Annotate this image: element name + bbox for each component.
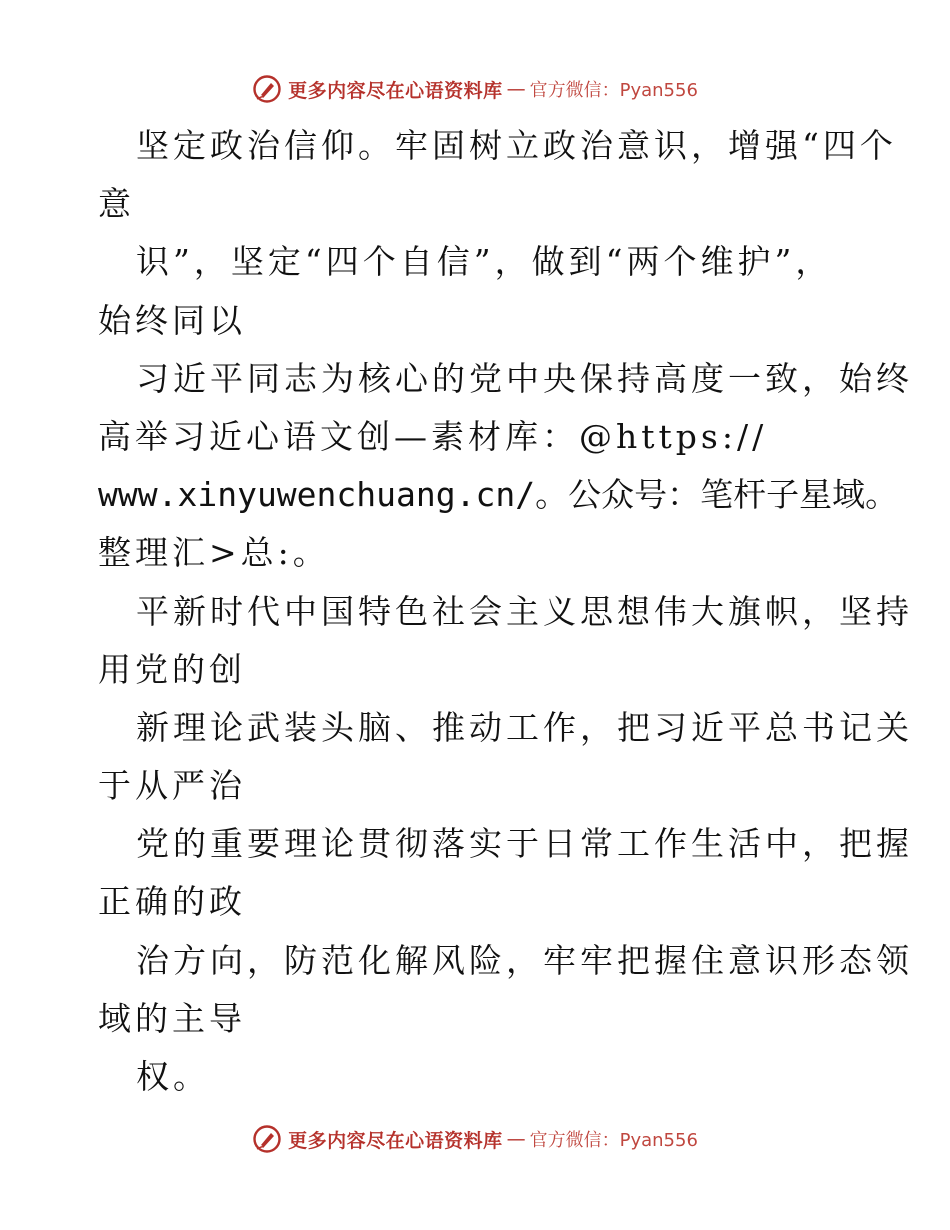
text-line: 党的重要理论贯彻落实于日常工作生活中，把握 <box>136 824 913 864</box>
footer-banner <box>0 1122 950 1156</box>
pen-nib-circle-icon <box>252 74 282 104</box>
text-line: 始终同以 <box>98 300 246 340</box>
text-line: 权。 <box>136 1057 210 1096</box>
text-line: 新理论武装头脑、推动工作，把习近平总书记关 <box>136 707 913 747</box>
document-body <box>98 117 913 1106</box>
text-line: 于从严治 <box>98 766 246 806</box>
text-line: 治方向，防范化解风险，牢牢把握住意识形态领 <box>136 940 913 980</box>
header-wechat-text: 官方微信：Pyan556 <box>529 80 698 101</box>
text-line: 坚定政治信仰。牢固树立政治意识，增强“四个 <box>136 126 897 165</box>
text-line: 识”，坚定“四个自信”，做到“两个维护”， <box>136 242 833 282</box>
text-line-url: www.xinyuwenchuang.cn/。公众号：笔杆子星域。 <box>98 475 899 515</box>
header-separator: — <box>506 78 526 100</box>
text-line: 整理汇>总:。 <box>98 533 330 573</box>
text-line: 意 <box>98 184 135 224</box>
text-line: 习近平同志为核心的党中央保持高度一致，始终 <box>136 358 913 398</box>
header-site-text: 更多内容尽在心语资料库 <box>288 79 503 102</box>
text-line: 平新时代中国特色社会主义思想伟大旗帜，坚持 <box>136 591 913 631</box>
pen-nib-circle-icon <box>252 1124 282 1154</box>
text-line: 用党的创 <box>98 649 246 689</box>
text-line: 域的主导 <box>98 998 246 1038</box>
footer-site-text: 更多内容尽在心语资料库 <box>288 1129 503 1152</box>
header-banner <box>0 72 950 106</box>
text-line: 高举习近心语文创—素材库：@https:// <box>98 416 768 456</box>
footer-wechat-text: 官方微信：Pyan556 <box>529 1130 698 1151</box>
footer-separator: — <box>506 1128 526 1150</box>
text-line: 正确的政 <box>98 882 246 922</box>
